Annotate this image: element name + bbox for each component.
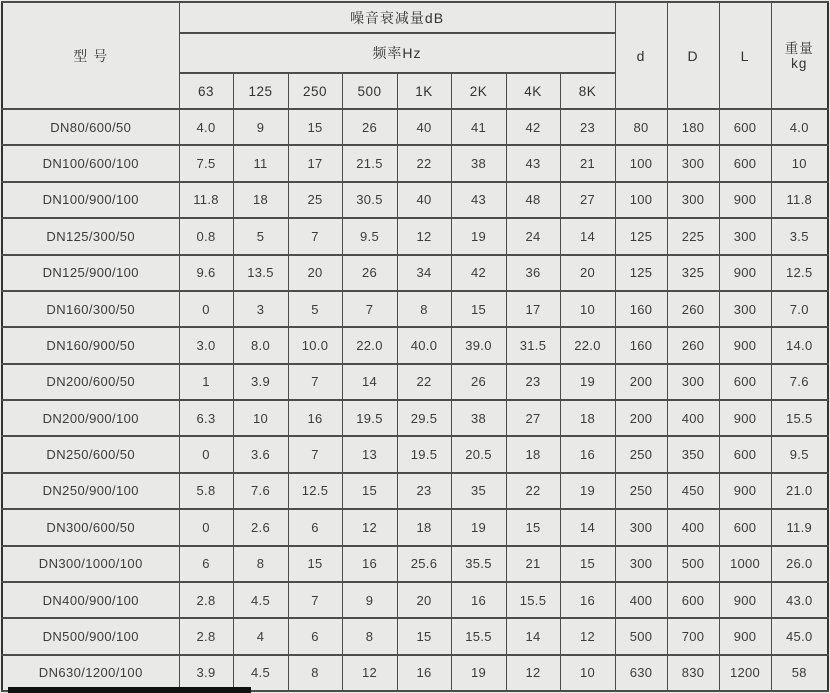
value-cell: 8.0 [233, 327, 288, 363]
value-cell: 16 [397, 655, 451, 691]
value-cell: 41 [451, 109, 506, 145]
value-cell: 35 [451, 473, 506, 509]
value-cell: 500 [615, 618, 667, 654]
table-body [2, 109, 828, 691]
value-cell: 7 [288, 364, 342, 400]
value-cell: 500 [667, 546, 719, 582]
value-cell: 900 [719, 182, 771, 218]
value-cell: 3.0 [179, 327, 233, 363]
value-cell: 42 [506, 109, 560, 145]
value-cell: 7 [288, 436, 342, 472]
value-cell: 0 [179, 509, 233, 545]
value-cell: 16 [451, 582, 506, 618]
value-cell: 22.0 [560, 327, 615, 363]
value-cell: 26 [342, 255, 397, 291]
value-cell: 900 [719, 327, 771, 363]
value-cell: 400 [667, 509, 719, 545]
model-cell: DN200/600/50 [2, 364, 179, 400]
value-cell: 10 [560, 291, 615, 327]
model-cell: DN630/1200/100 [2, 655, 179, 691]
model-cell: DN100/900/100 [2, 182, 179, 218]
header-freq-8k: 8K [560, 73, 615, 109]
value-cell: 160 [615, 327, 667, 363]
header-freq-125: 125 [233, 73, 288, 109]
value-cell: 11.8 [771, 182, 828, 218]
value-cell: 600 [719, 509, 771, 545]
value-cell: 15 [506, 509, 560, 545]
value-cell: 25.6 [397, 546, 451, 582]
value-cell: 8 [233, 546, 288, 582]
value-cell: 900 [719, 618, 771, 654]
value-cell: 13.5 [233, 255, 288, 291]
value-cell: 20 [397, 582, 451, 618]
value-cell: 3.9 [179, 655, 233, 691]
value-cell: 180 [667, 109, 719, 145]
table-row [2, 400, 828, 436]
header-weight [771, 2, 828, 109]
value-cell: 29.5 [397, 400, 451, 436]
value-cell: 31.5 [506, 327, 560, 363]
value-cell: 300 [615, 546, 667, 582]
table-row [2, 109, 828, 145]
value-cell: 24 [506, 218, 560, 254]
value-cell: 8 [288, 655, 342, 691]
header-attenuation: 噪音衰减量dB [179, 2, 615, 33]
table-header [2, 2, 828, 109]
value-cell: 7.6 [233, 473, 288, 509]
table-row [2, 618, 828, 654]
model-cell: DN200/900/100 [2, 400, 179, 436]
value-cell: 18 [397, 509, 451, 545]
value-cell: 27 [560, 182, 615, 218]
value-cell: 11 [233, 145, 288, 181]
value-cell: 40 [397, 182, 451, 218]
table-row [2, 436, 828, 472]
header-freq-4k: 4K [506, 73, 560, 109]
value-cell: 10.0 [288, 327, 342, 363]
value-cell: 3.6 [233, 436, 288, 472]
value-cell: 14 [506, 618, 560, 654]
value-cell: 30.5 [342, 182, 397, 218]
value-cell: 25 [288, 182, 342, 218]
value-cell: 15 [288, 546, 342, 582]
value-cell: 15.5 [771, 400, 828, 436]
value-cell: 9.5 [342, 218, 397, 254]
value-cell: 900 [719, 473, 771, 509]
value-cell: 19 [451, 655, 506, 691]
value-cell: 17 [288, 145, 342, 181]
value-cell: 48 [506, 182, 560, 218]
value-cell: 2.8 [179, 618, 233, 654]
value-cell: 22 [506, 473, 560, 509]
model-cell: DN300/1000/100 [2, 546, 179, 582]
value-cell: 450 [667, 473, 719, 509]
value-cell: 18 [560, 400, 615, 436]
value-cell: 300 [667, 145, 719, 181]
value-cell: 14 [342, 364, 397, 400]
header-frequency: 频率Hz [179, 33, 615, 73]
model-cell: DN160/900/50 [2, 327, 179, 363]
value-cell: 1200 [719, 655, 771, 691]
value-cell: 20.5 [451, 436, 506, 472]
model-cell: DN250/900/100 [2, 473, 179, 509]
value-cell: 12 [397, 218, 451, 254]
value-cell: 18 [506, 436, 560, 472]
value-cell: 200 [615, 364, 667, 400]
table-row [2, 255, 828, 291]
table-row [2, 182, 828, 218]
value-cell: 19.5 [397, 436, 451, 472]
value-cell: 38 [451, 400, 506, 436]
header-weight-line1: 重量 [784, 40, 814, 56]
value-cell: 34 [397, 255, 451, 291]
value-cell: 6 [179, 546, 233, 582]
value-cell: 23 [397, 473, 451, 509]
model-cell: DN400/900/100 [2, 582, 179, 618]
value-cell: 300 [667, 182, 719, 218]
model-cell: DN250/600/50 [2, 436, 179, 472]
value-cell: 13 [342, 436, 397, 472]
value-cell: 9 [342, 582, 397, 618]
value-cell: 900 [719, 582, 771, 618]
value-cell: 4 [233, 618, 288, 654]
value-cell: 200 [615, 400, 667, 436]
value-cell: 3.5 [771, 218, 828, 254]
value-cell: 325 [667, 255, 719, 291]
value-cell: 27 [506, 400, 560, 436]
value-cell: 4.0 [771, 109, 828, 145]
value-cell: 12.5 [771, 255, 828, 291]
value-cell: 9 [233, 109, 288, 145]
value-cell: 15.5 [506, 582, 560, 618]
model-cell: DN500/900/100 [2, 618, 179, 654]
value-cell: 15 [560, 546, 615, 582]
value-cell: 16 [560, 436, 615, 472]
value-cell: 22.0 [342, 327, 397, 363]
value-cell: 20 [560, 255, 615, 291]
value-cell: 4.5 [233, 582, 288, 618]
value-cell: 21 [506, 546, 560, 582]
value-cell: 12.5 [288, 473, 342, 509]
value-cell: 7.6 [771, 364, 828, 400]
value-cell: 350 [667, 436, 719, 472]
value-cell: 42 [451, 255, 506, 291]
value-cell: 900 [719, 255, 771, 291]
value-cell: 260 [667, 327, 719, 363]
value-cell: 15.5 [451, 618, 506, 654]
value-cell: 19 [451, 218, 506, 254]
value-cell: 4.5 [233, 655, 288, 691]
value-cell: 300 [615, 509, 667, 545]
value-cell: 43 [506, 145, 560, 181]
value-cell: 20 [288, 255, 342, 291]
value-cell: 43.0 [771, 582, 828, 618]
header-freq-250: 250 [288, 73, 342, 109]
value-cell: 43 [451, 182, 506, 218]
value-cell: 1 [179, 364, 233, 400]
value-cell: 630 [615, 655, 667, 691]
value-cell: 23 [506, 364, 560, 400]
model-cell: DN160/300/50 [2, 291, 179, 327]
value-cell: 160 [615, 291, 667, 327]
value-cell: 21.5 [342, 145, 397, 181]
model-cell: DN125/300/50 [2, 218, 179, 254]
value-cell: 26 [451, 364, 506, 400]
value-cell: 300 [719, 291, 771, 327]
model-cell: DN100/600/100 [2, 145, 179, 181]
value-cell: 58 [771, 655, 828, 691]
value-cell: 6 [288, 618, 342, 654]
value-cell: 19 [560, 364, 615, 400]
value-cell: 16 [288, 400, 342, 436]
value-cell: 15 [397, 618, 451, 654]
value-cell: 0 [179, 291, 233, 327]
table-row [2, 145, 828, 181]
value-cell: 7.0 [771, 291, 828, 327]
value-cell: 3 [233, 291, 288, 327]
value-cell: 125 [615, 218, 667, 254]
value-cell: 19 [451, 509, 506, 545]
header-freq-63: 63 [179, 73, 233, 109]
value-cell: 5 [233, 218, 288, 254]
value-cell: 8 [397, 291, 451, 327]
value-cell: 15 [288, 109, 342, 145]
value-cell: 0.8 [179, 218, 233, 254]
value-cell: 15 [451, 291, 506, 327]
header-L: L [719, 2, 771, 109]
value-cell: 19 [560, 473, 615, 509]
value-cell: 17 [506, 291, 560, 327]
value-cell: 22 [397, 145, 451, 181]
value-cell: 35.5 [451, 546, 506, 582]
header-freq-500: 500 [342, 73, 397, 109]
value-cell: 7 [342, 291, 397, 327]
model-cell: DN125/900/100 [2, 255, 179, 291]
value-cell: 10 [233, 400, 288, 436]
value-cell: 5.8 [179, 473, 233, 509]
value-cell: 400 [667, 400, 719, 436]
value-cell: 4.0 [179, 109, 233, 145]
value-cell: 12 [506, 655, 560, 691]
value-cell: 19.5 [342, 400, 397, 436]
value-cell: 26.0 [771, 546, 828, 582]
value-cell: 250 [615, 436, 667, 472]
value-cell: 36 [506, 255, 560, 291]
value-cell: 7 [288, 582, 342, 618]
value-cell: 14 [560, 509, 615, 545]
value-cell: 225 [667, 218, 719, 254]
value-cell: 38 [451, 145, 506, 181]
model-cell: DN80/600/50 [2, 109, 179, 145]
value-cell: 21.0 [771, 473, 828, 509]
value-cell: 26 [342, 109, 397, 145]
value-cell: 15 [342, 473, 397, 509]
value-cell: 9.5 [771, 436, 828, 472]
table-row [2, 473, 828, 509]
value-cell: 600 [667, 582, 719, 618]
value-cell: 12 [342, 509, 397, 545]
value-cell: 830 [667, 655, 719, 691]
value-cell: 3.9 [233, 364, 288, 400]
value-cell: 600 [719, 145, 771, 181]
value-cell: 1000 [719, 546, 771, 582]
value-cell: 400 [615, 582, 667, 618]
value-cell: 300 [719, 218, 771, 254]
table-row [2, 509, 828, 545]
table-row [2, 655, 828, 691]
value-cell: 10 [560, 655, 615, 691]
value-cell: 600 [719, 436, 771, 472]
value-cell: 0 [179, 436, 233, 472]
value-cell: 2.6 [233, 509, 288, 545]
value-cell: 900 [719, 400, 771, 436]
value-cell: 6.3 [179, 400, 233, 436]
value-cell: 16 [342, 546, 397, 582]
value-cell: 18 [233, 182, 288, 218]
header-D: D [667, 2, 719, 109]
value-cell: 600 [719, 364, 771, 400]
table-row [2, 364, 828, 400]
value-cell: 39.0 [451, 327, 506, 363]
table-row [2, 218, 828, 254]
value-cell: 7 [288, 218, 342, 254]
model-cell: DN300/600/50 [2, 509, 179, 545]
table-row [2, 327, 828, 363]
value-cell: 6 [288, 509, 342, 545]
value-cell: 12 [342, 655, 397, 691]
header-model: 型 号 [2, 2, 179, 109]
value-cell: 14.0 [771, 327, 828, 363]
value-cell: 2.8 [179, 582, 233, 618]
spec-table [1, 1, 829, 692]
value-cell: 300 [667, 364, 719, 400]
value-cell: 40 [397, 109, 451, 145]
value-cell: 250 [615, 473, 667, 509]
value-cell: 700 [667, 618, 719, 654]
value-cell: 8 [342, 618, 397, 654]
value-cell: 600 [719, 109, 771, 145]
value-cell: 45.0 [771, 618, 828, 654]
value-cell: 80 [615, 109, 667, 145]
value-cell: 10 [771, 145, 828, 181]
header-freq-2k: 2K [451, 73, 506, 109]
value-cell: 260 [667, 291, 719, 327]
table-row [2, 582, 828, 618]
value-cell: 11.9 [771, 509, 828, 545]
value-cell: 16 [560, 582, 615, 618]
table-row [2, 546, 828, 582]
scan-artifact-bar [8, 687, 251, 693]
header-weight-line2: kg [791, 55, 808, 71]
value-cell: 23 [560, 109, 615, 145]
header-d: d [615, 2, 667, 109]
value-cell: 100 [615, 145, 667, 181]
value-cell: 40.0 [397, 327, 451, 363]
value-cell: 7.5 [179, 145, 233, 181]
value-cell: 100 [615, 182, 667, 218]
header-freq-1k: 1K [397, 73, 451, 109]
value-cell: 14 [560, 218, 615, 254]
value-cell: 125 [615, 255, 667, 291]
value-cell: 9.6 [179, 255, 233, 291]
table-row [2, 291, 828, 327]
value-cell: 5 [288, 291, 342, 327]
value-cell: 22 [397, 364, 451, 400]
value-cell: 11.8 [179, 182, 233, 218]
value-cell: 12 [560, 618, 615, 654]
value-cell: 21 [560, 145, 615, 181]
